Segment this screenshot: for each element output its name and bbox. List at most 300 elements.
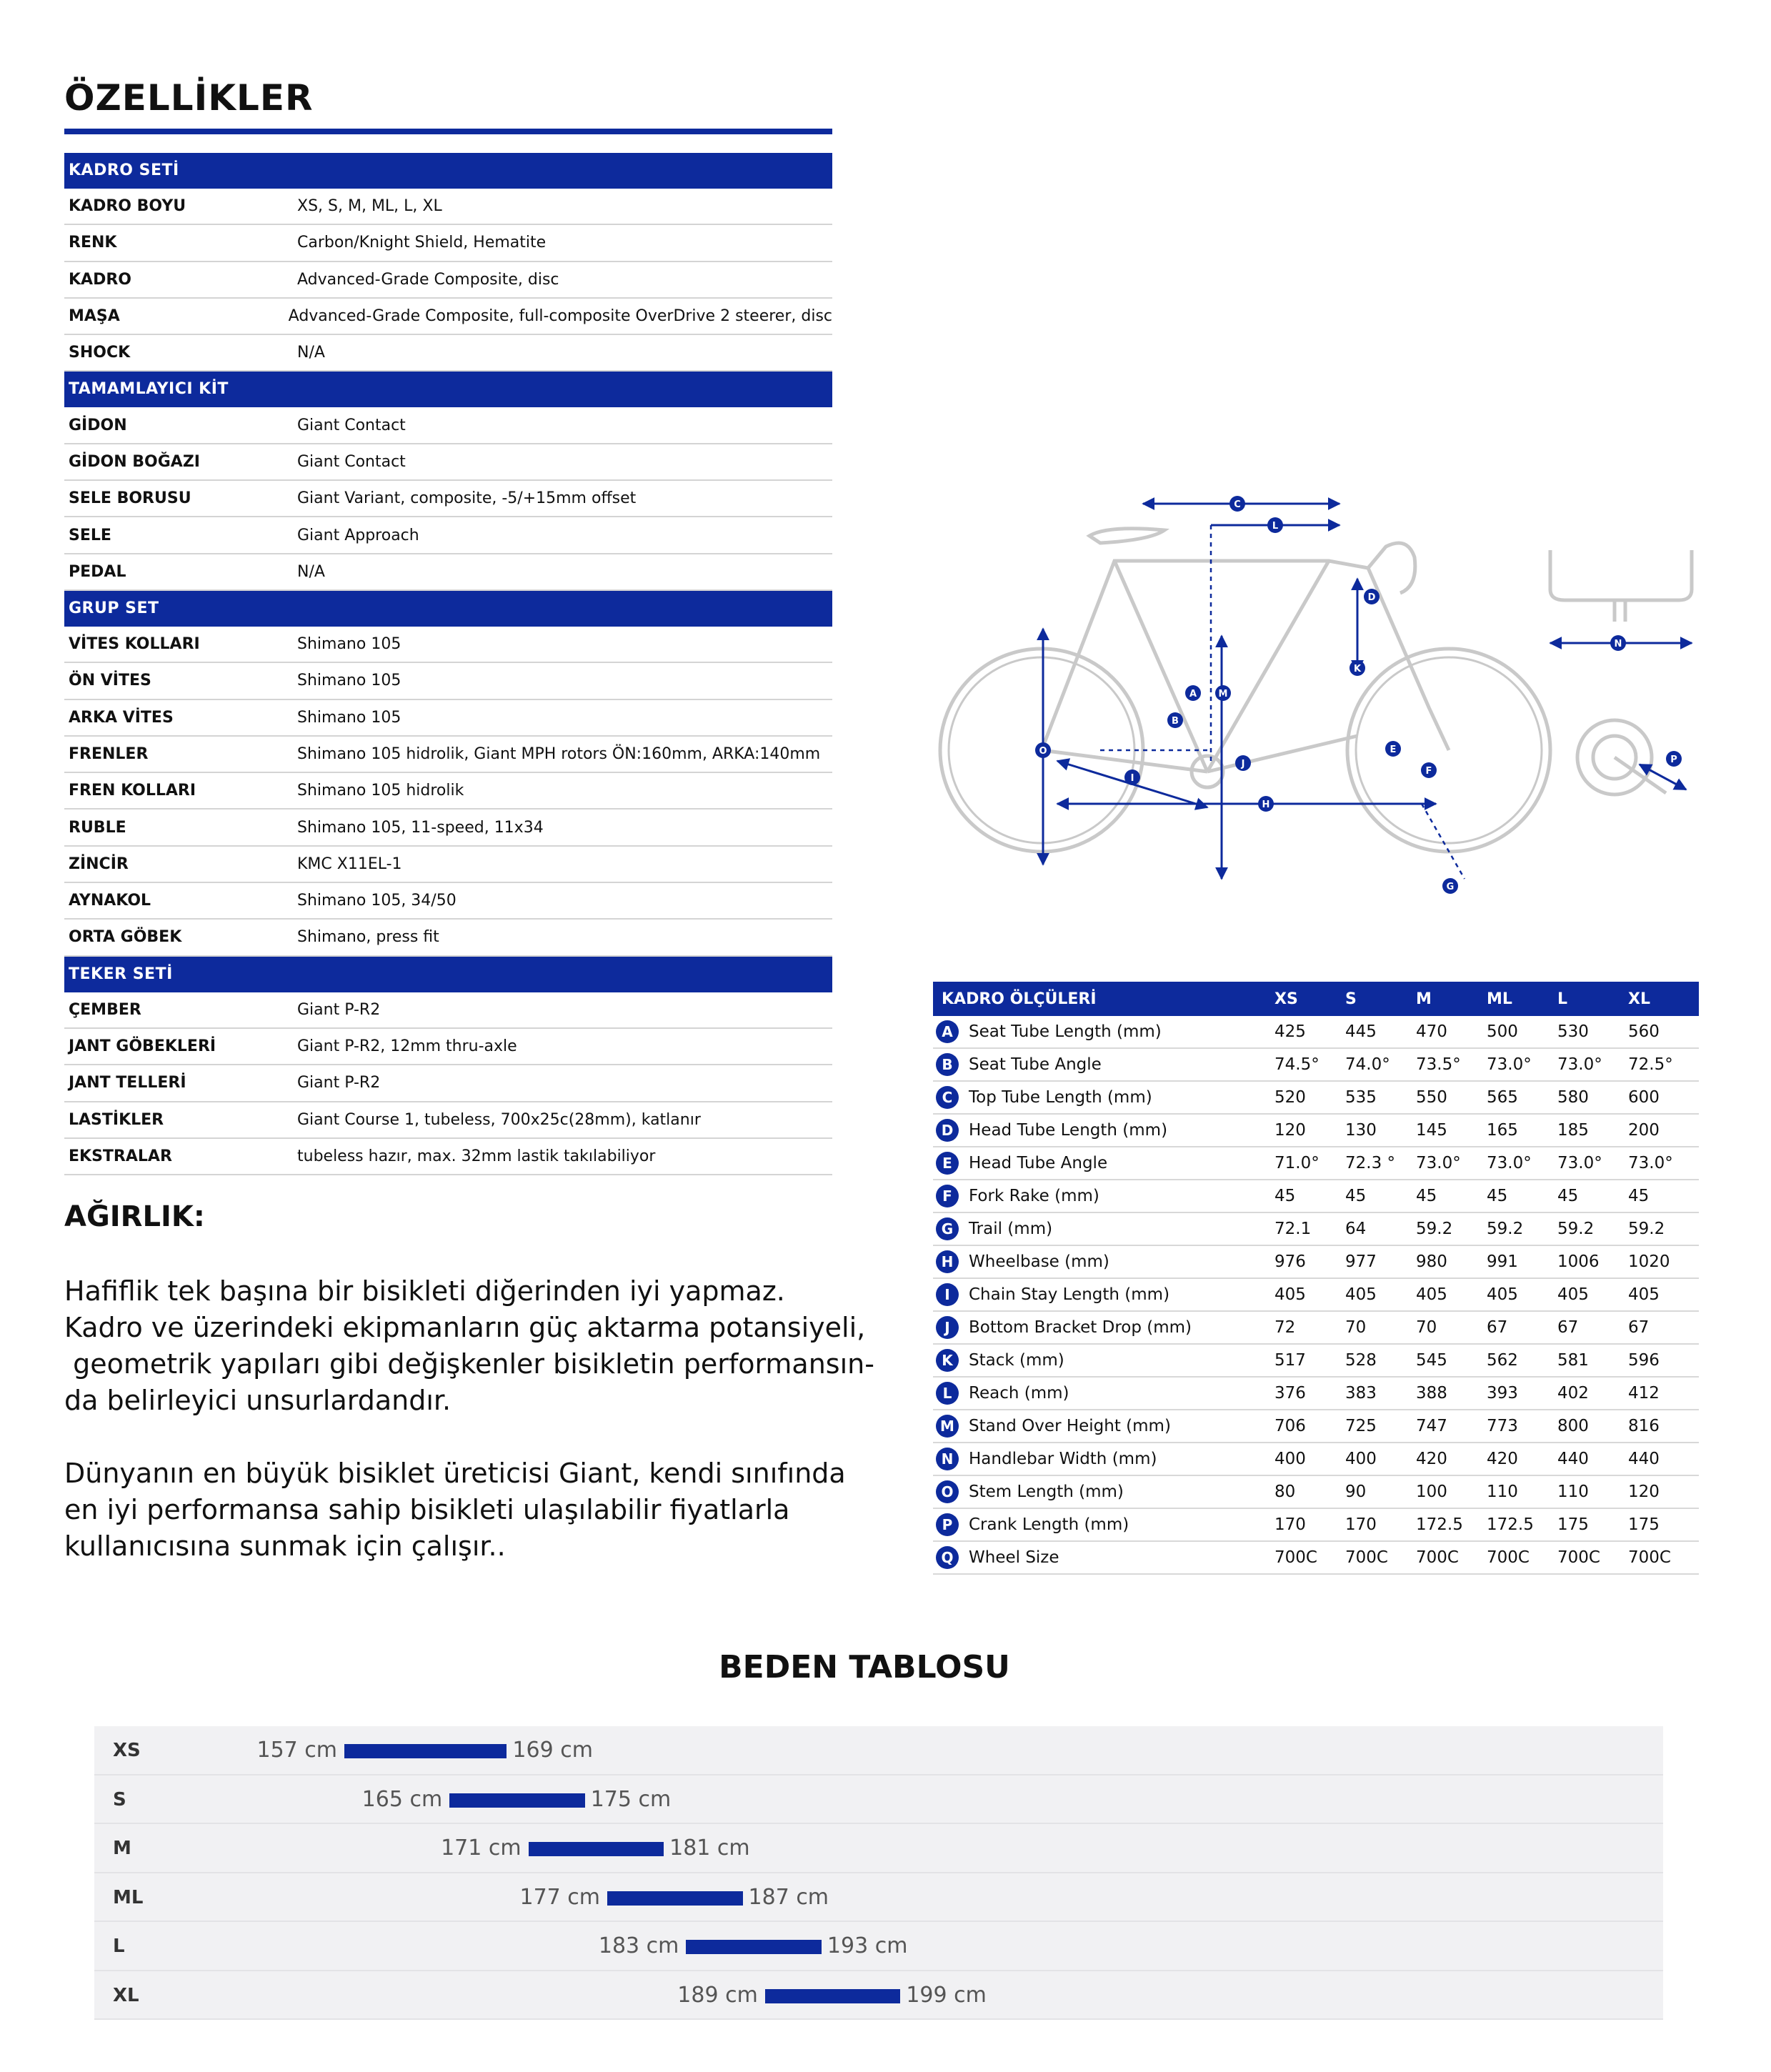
geometry-letter-badge: Q (936, 1546, 959, 1569)
size-label: XL (113, 1984, 139, 2006)
svg-text:H: H (1262, 800, 1270, 810)
size-min-height: 189 cm (677, 1982, 758, 2008)
geometry-value: 977 (1345, 1252, 1377, 1271)
diagram-badge-d (1364, 589, 1380, 604)
spec-value: Shimano 105 (297, 708, 401, 727)
geometry-measure (933, 1119, 1274, 1142)
spec-row (64, 1029, 832, 1065)
diagram-badge-k (1350, 660, 1365, 676)
geometry-value: 550 (1416, 1088, 1447, 1107)
geometry-value: 73.0° (1628, 1154, 1673, 1172)
geometry-row (933, 1509, 1699, 1542)
size-min-height: 171 cm (441, 1836, 522, 1861)
page-title: ÖZELLİKLER (64, 77, 314, 119)
geometry-letter-badge: J (936, 1316, 959, 1339)
geometry-value: 425 (1274, 1022, 1306, 1041)
spec-section-header: TEKER SETİ (64, 957, 832, 992)
geometry-value: 440 (1557, 1450, 1589, 1468)
geometry-value: 45 (1345, 1187, 1367, 1205)
geometry-value: 120 (1628, 1483, 1660, 1501)
spec-row (64, 847, 832, 883)
size-row (94, 1726, 1663, 1775)
spec-row (64, 225, 832, 262)
size-range-bar (765, 1989, 901, 2003)
title-divider (64, 129, 832, 134)
geometry-measure (933, 1448, 1274, 1470)
geometry-letter-badge: N (936, 1448, 959, 1470)
geometry-row (933, 1410, 1699, 1443)
geometry-measure (933, 1283, 1274, 1306)
geometry-value: 528 (1345, 1351, 1377, 1370)
spec-value: Advanced-Grade Composite, full-composite OverDrive 2 steerer, disc (288, 307, 832, 326)
spec-row (64, 773, 832, 810)
geometry-row (933, 1147, 1699, 1180)
spec-key: ORTA GÖBEK (69, 928, 182, 947)
size-row (94, 1775, 1663, 1825)
spec-value: Giant P-R2, 12mm thru-axle (297, 1037, 517, 1056)
geometry-value: 405 (1416, 1285, 1447, 1304)
spec-value: tubeless hazır, max. 32mm lastik takılabiliyor (297, 1147, 656, 1165)
geometry-measure (933, 1250, 1274, 1273)
geometry-value: 700C (1274, 1548, 1317, 1567)
geometry-row (933, 1016, 1699, 1049)
geometry-value: 520 (1274, 1088, 1306, 1107)
geometry-value: 185 (1557, 1121, 1589, 1140)
geometry-value: 200 (1628, 1121, 1660, 1140)
spec-value: Advanced-Grade Composite, disc (297, 270, 559, 289)
geometry-value: 145 (1416, 1121, 1447, 1140)
spec-value: Shimano 105 hidrolik (297, 782, 464, 800)
geometry-size-col: XL (1628, 990, 1650, 1008)
geometry-value: 72.3 ° (1345, 1154, 1396, 1172)
geometry-letter-badge: E (936, 1152, 959, 1175)
spec-key: GİDON (69, 416, 127, 434)
size-label: M (113, 1838, 131, 1859)
geometry-row (933, 1246, 1699, 1279)
geometry-value: 74.0° (1345, 1055, 1390, 1074)
geometry-value: 165 (1487, 1121, 1518, 1140)
geometry-measure (933, 1152, 1274, 1175)
geometry-measure (933, 1185, 1274, 1207)
spec-key: RENK (69, 234, 117, 252)
spec-key: JANT TELLERİ (69, 1074, 186, 1092)
diagram-badge-b (1167, 712, 1183, 728)
svg-text:A: A (1189, 689, 1197, 699)
geometry-value: 420 (1416, 1450, 1447, 1468)
geometry-letter-badge: O (936, 1480, 959, 1503)
geometry-value: 73.0° (1557, 1055, 1602, 1074)
diagram-badge-e (1385, 741, 1401, 757)
geometry-value: 67 (1487, 1318, 1508, 1337)
svg-text:P: P (1670, 754, 1677, 765)
spec-value: Carbon/Knight Shield, Hematite (297, 234, 547, 252)
geometry-row (933, 1082, 1699, 1115)
geometry-row (933, 1115, 1699, 1147)
geometry-value: 440 (1628, 1450, 1660, 1468)
size-label: XS (113, 1740, 141, 1761)
geometry-value: 170 (1274, 1515, 1306, 1534)
geometry-letter-badge: M (936, 1415, 959, 1438)
spec-key: EKSTRALAR (69, 1147, 172, 1165)
size-range-bar (529, 1842, 664, 1856)
geometry-value: 530 (1557, 1022, 1589, 1041)
geometry-measure-label: Seat Tube Angle (969, 1055, 1102, 1074)
geometry-value: 420 (1487, 1450, 1518, 1468)
spec-value: Giant Variant, composite, -5/+15mm offset (297, 489, 637, 508)
diagram-badge-c (1229, 496, 1245, 512)
geometry-letter-badge: P (936, 1513, 959, 1536)
geometry-value: 64 (1345, 1220, 1367, 1238)
size-row (94, 1824, 1663, 1873)
geometry-value: 72.5° (1628, 1055, 1673, 1074)
geometry-value: 560 (1628, 1022, 1660, 1041)
size-range-bar (449, 1793, 585, 1808)
geometry-value: 565 (1487, 1088, 1518, 1107)
geometry-row (933, 1345, 1699, 1378)
geometry-value: 73.0° (1557, 1154, 1602, 1172)
geometry-measure-label: Crank Length (mm) (969, 1515, 1129, 1534)
geometry-measure-label: Wheelbase (mm) (969, 1252, 1109, 1271)
geometry-row (933, 1476, 1699, 1509)
diagram-badge-i (1124, 769, 1140, 785)
spec-row (64, 737, 832, 773)
weight-paragraph-2: Dünyanın en büyük bisiklet üreticisi Giant, kendi sınıfında en iyi performansa sahip bisikleti ulaşılabilir fiyatlarla kullanıcısına sunmak için çalışır.. (64, 1458, 846, 1562)
geometry-header-label: KADRO ÖLÇÜLERİ (942, 990, 1097, 1008)
geometry-measure-label: Head Tube Length (mm) (969, 1121, 1168, 1140)
geometry-measure (933, 1349, 1274, 1372)
geometry-value: 976 (1274, 1252, 1306, 1271)
spec-key: LASTİKLER (69, 1110, 164, 1129)
spec-row (64, 407, 832, 444)
spec-key: KADRO BOYU (69, 197, 186, 216)
geometry-value: 700C (1345, 1548, 1388, 1567)
spec-row (64, 992, 832, 1029)
geometry-value: 70 (1345, 1318, 1367, 1337)
spec-key: AYNAKOL (69, 892, 151, 910)
spec-key: KADRO (69, 270, 131, 289)
geometry-measure-label: Top Tube Length (mm) (969, 1088, 1152, 1107)
geometry-measure-label: Fork Rake (mm) (969, 1187, 1099, 1205)
spec-value: Giant P-R2 (297, 1000, 381, 1019)
geometry-value: 376 (1274, 1384, 1306, 1403)
geometry-letter-badge: A (936, 1020, 959, 1043)
geometry-measure-label: Head Tube Angle (969, 1154, 1108, 1172)
geometry-table-header (933, 982, 1699, 1016)
size-range-bar (607, 1891, 743, 1906)
spec-row (64, 1065, 832, 1102)
geometry-value: 405 (1557, 1285, 1589, 1304)
geometry-measure (933, 1480, 1274, 1503)
spec-value: Giant Course 1, tubeless, 700x25c(28mm), katlanır (297, 1110, 701, 1129)
geometry-value: 59.2 (1628, 1220, 1665, 1238)
spec-section-header: KADRO SETİ (64, 153, 832, 189)
geometry-letter-badge: I (936, 1283, 959, 1306)
geometry-measure-label: Bottom Bracket Drop (mm) (969, 1318, 1192, 1337)
geometry-size-col: ML (1487, 990, 1512, 1008)
size-row (94, 1873, 1663, 1923)
spec-key: PEDAL (69, 562, 126, 581)
geometry-value: 405 (1274, 1285, 1306, 1304)
spec-key: SELE (69, 526, 111, 544)
spec-value: N/A (297, 344, 325, 362)
geometry-value: 402 (1557, 1384, 1589, 1403)
spec-value: Shimano 105, 34/50 (297, 892, 457, 910)
geometry-value: 400 (1274, 1450, 1306, 1468)
geometry-letter-badge: L (936, 1382, 959, 1405)
weight-paragraph-1: Hafiflik tek başına bir bisikleti diğerinden iyi yapmaz. Kadro ve üzerindeki ekipmanların güç aktarma potansiyeli, geometrik yapıları gibi değişkenler bisikletin performansın- da belirleyici unsurlardandır. (64, 1275, 874, 1416)
spec-row (64, 700, 832, 737)
geometry-value: 596 (1628, 1351, 1660, 1370)
svg-text:M: M (1218, 689, 1228, 699)
geometry-value: 67 (1557, 1318, 1579, 1337)
spec-value: Shimano 105 (297, 635, 401, 654)
svg-text:L: L (1272, 521, 1279, 532)
geometry-value: 73.0° (1487, 1055, 1532, 1074)
geometry-row (933, 1443, 1699, 1476)
geometry-value: 110 (1487, 1483, 1518, 1501)
geometry-value: 405 (1487, 1285, 1518, 1304)
geometry-measure (933, 1382, 1274, 1405)
svg-text:K: K (1353, 664, 1362, 674)
spec-value: N/A (297, 562, 325, 581)
spec-key: RUBLE (69, 818, 126, 837)
spec-value: Shimano, press fit (297, 928, 439, 947)
spec-section-header: GRUP SET (64, 591, 832, 627)
geometry-measure (933, 1415, 1274, 1438)
geometry-measure-label: Seat Tube Length (mm) (969, 1022, 1162, 1041)
geometry-measure-label: Wheel Size (969, 1548, 1059, 1567)
svg-text:I: I (1130, 773, 1134, 784)
geometry-value: 45 (1557, 1187, 1579, 1205)
size-row (94, 1922, 1663, 1971)
geometry-value: 800 (1557, 1417, 1589, 1435)
geometry-value: 59.2 (1557, 1220, 1595, 1238)
geometry-value: 700C (1487, 1548, 1530, 1567)
geometry-value: 388 (1416, 1384, 1447, 1403)
geometry-value: 130 (1345, 1121, 1377, 1140)
geometry-measure (933, 1316, 1274, 1339)
geometry-value: 747 (1416, 1417, 1447, 1435)
crankset-icon (1577, 720, 1666, 795)
diagram-badge-l (1267, 517, 1283, 533)
geometry-value: 172.5 (1416, 1515, 1463, 1534)
spec-row (64, 262, 832, 299)
diagram-badge-f (1421, 762, 1437, 778)
geometry-value: 412 (1628, 1384, 1660, 1403)
spec-value: Shimano 105 (297, 672, 401, 690)
size-chart-title: BEDEN TABLOSU (719, 1649, 1010, 1685)
spec-row (64, 481, 832, 517)
geometry-letter-badge: G (936, 1217, 959, 1240)
geometry-value: 1006 (1557, 1252, 1600, 1271)
spec-row (64, 335, 832, 372)
geometry-value: 700C (1628, 1548, 1671, 1567)
geometry-table (933, 982, 1699, 1575)
geometry-value: 600 (1628, 1088, 1660, 1107)
geometry-size-col: L (1557, 990, 1568, 1008)
diagram-badge-a (1185, 685, 1201, 701)
geometry-value: 74.5° (1274, 1055, 1319, 1074)
geometry-value: 45 (1628, 1187, 1650, 1205)
geometry-value: 170 (1345, 1515, 1377, 1534)
geometry-value: 700C (1416, 1548, 1459, 1567)
spec-row (64, 1139, 832, 1175)
svg-text:E: E (1390, 744, 1397, 755)
geometry-measure (933, 1217, 1274, 1240)
geometry-value: 72.1 (1274, 1220, 1312, 1238)
geometry-value: 80 (1274, 1483, 1296, 1501)
spec-row (64, 189, 832, 225)
geometry-row (933, 1378, 1699, 1410)
diagram-badge-m (1215, 685, 1231, 701)
spec-value: Shimano 105 hidrolik, Giant MPH rotors ÖN:160mm, ARKA:140mm (297, 745, 821, 763)
handlebar-icon (1550, 550, 1692, 622)
size-max-height: 199 cm (906, 1982, 987, 2008)
geometry-value: 706 (1274, 1417, 1306, 1435)
size-chart (94, 1726, 1663, 2020)
geometry-value: 172.5 (1487, 1515, 1534, 1534)
size-min-height: 165 cm (361, 1786, 443, 1812)
geometry-value: 581 (1557, 1351, 1589, 1370)
geometry-measure-label: Reach (mm) (969, 1384, 1069, 1403)
geometry-value: 535 (1345, 1088, 1377, 1107)
bike-geometry-diagram (929, 479, 1715, 907)
svg-text:G: G (1446, 882, 1455, 892)
geometry-measure (933, 1053, 1274, 1076)
geometry-value: 773 (1487, 1417, 1518, 1435)
geometry-value: 45 (1416, 1187, 1437, 1205)
geometry-value: 562 (1487, 1351, 1518, 1370)
geometry-measure-label: Stand Over Height (mm) (969, 1417, 1171, 1435)
diagram-badge-n (1610, 635, 1626, 651)
geometry-value: 517 (1274, 1351, 1306, 1370)
spec-row (64, 554, 832, 591)
spec-value: XS, S, M, ML, L, XL (297, 197, 442, 216)
spec-key: ÖN VİTES (69, 672, 151, 690)
geometry-measure-label: Trail (mm) (969, 1220, 1053, 1238)
spec-value: Giant Contact (297, 452, 406, 471)
geometry-value: 700C (1557, 1548, 1600, 1567)
spec-key: FREN KOLLARI (69, 782, 196, 800)
svg-text:J: J (1241, 759, 1245, 769)
geometry-measure (933, 1513, 1274, 1536)
diagram-badge-p (1666, 751, 1682, 767)
geometry-row (933, 1542, 1699, 1575)
spec-key: ARKA VİTES (69, 708, 174, 727)
weight-heading: AĞIRLIK: (64, 1200, 205, 1233)
geometry-letter-badge: K (936, 1349, 959, 1372)
geometry-value: 175 (1628, 1515, 1660, 1534)
size-max-height: 175 cm (590, 1786, 672, 1812)
geometry-value: 45 (1274, 1187, 1296, 1205)
geometry-value: 580 (1557, 1088, 1589, 1107)
svg-text:F: F (1425, 766, 1432, 777)
geometry-measure-label: Handlebar Width (mm) (969, 1450, 1157, 1468)
spec-value: Shimano 105, 11-speed, 11x34 (297, 818, 544, 837)
geometry-measure (933, 1020, 1274, 1043)
geometry-size-col: S (1345, 990, 1357, 1008)
spec-key: MAŞA (69, 307, 120, 326)
geometry-letter-badge: H (936, 1250, 959, 1273)
spec-key: SELE BORUSU (69, 489, 191, 508)
geometry-value: 73.0° (1416, 1154, 1461, 1172)
spec-key: SHOCK (69, 344, 131, 362)
spec-value: Giant Approach (297, 526, 419, 544)
geometry-value: 545 (1416, 1351, 1447, 1370)
geometry-letter-badge: F (936, 1185, 959, 1207)
geometry-value: 59.2 (1487, 1220, 1524, 1238)
spec-row (64, 810, 832, 846)
spec-key: JANT GÖBEKLERİ (69, 1037, 216, 1056)
geometry-value: 70 (1416, 1318, 1437, 1337)
spec-value: Giant P-R2 (297, 1074, 381, 1092)
geometry-value: 405 (1345, 1285, 1377, 1304)
spec-row (64, 627, 832, 663)
geometry-value: 71.0° (1274, 1154, 1319, 1172)
geometry-value: 470 (1416, 1022, 1447, 1041)
geometry-value: 400 (1345, 1450, 1377, 1468)
geometry-value: 72 (1274, 1318, 1296, 1337)
svg-text:N: N (1614, 639, 1622, 649)
geometry-value: 59.2 (1416, 1220, 1453, 1238)
diagram-letter-badges (1035, 496, 1682, 894)
spec-row (64, 1102, 832, 1139)
size-range-bar (344, 1744, 507, 1758)
size-range-bar (686, 1940, 822, 1954)
geometry-value: 980 (1416, 1252, 1447, 1271)
spec-key: ÇEMBER (69, 1000, 141, 1019)
specs-table (64, 153, 832, 1175)
spec-key: GİDON BOĞAZI (69, 452, 200, 471)
geometry-measure-label: Chain Stay Length (mm) (969, 1285, 1170, 1304)
spec-key: VİTES KOLLARI (69, 635, 200, 654)
spec-key: ZİNCİR (69, 855, 129, 873)
geometry-value: 725 (1345, 1417, 1377, 1435)
geometry-letter-badge: B (936, 1053, 959, 1076)
geometry-value: 405 (1628, 1285, 1660, 1304)
geometry-value: 175 (1557, 1515, 1589, 1534)
spec-row (64, 883, 832, 920)
spec-row (64, 663, 832, 699)
geometry-letter-badge: D (936, 1119, 959, 1142)
spec-key: FRENLER (69, 745, 149, 763)
geometry-row (933, 1312, 1699, 1345)
spec-row (64, 299, 832, 335)
geometry-letter-badge: C (936, 1086, 959, 1109)
size-label: ML (113, 1886, 144, 1908)
geometry-value: 1020 (1628, 1252, 1670, 1271)
svg-text:C: C (1234, 499, 1241, 510)
geometry-value: 110 (1557, 1483, 1589, 1501)
size-min-height: 177 cm (519, 1884, 600, 1910)
diagram-badge-g (1442, 878, 1458, 894)
geometry-value: 90 (1345, 1483, 1367, 1501)
geometry-value: 73.5° (1416, 1055, 1461, 1074)
geometry-row (933, 1049, 1699, 1082)
geometry-value: 500 (1487, 1022, 1518, 1041)
geometry-measure (933, 1546, 1274, 1569)
size-row (94, 1971, 1663, 2021)
size-min-height: 157 cm (256, 1738, 337, 1763)
geometry-value: 45 (1487, 1187, 1508, 1205)
svg-text:D: D (1367, 592, 1376, 603)
diagram-badge-j (1235, 755, 1251, 771)
geometry-row (933, 1279, 1699, 1312)
spec-row (64, 517, 832, 554)
size-label: S (113, 1788, 126, 1810)
size-max-height: 187 cm (748, 1884, 829, 1910)
svg-text:O: O (1039, 746, 1047, 757)
